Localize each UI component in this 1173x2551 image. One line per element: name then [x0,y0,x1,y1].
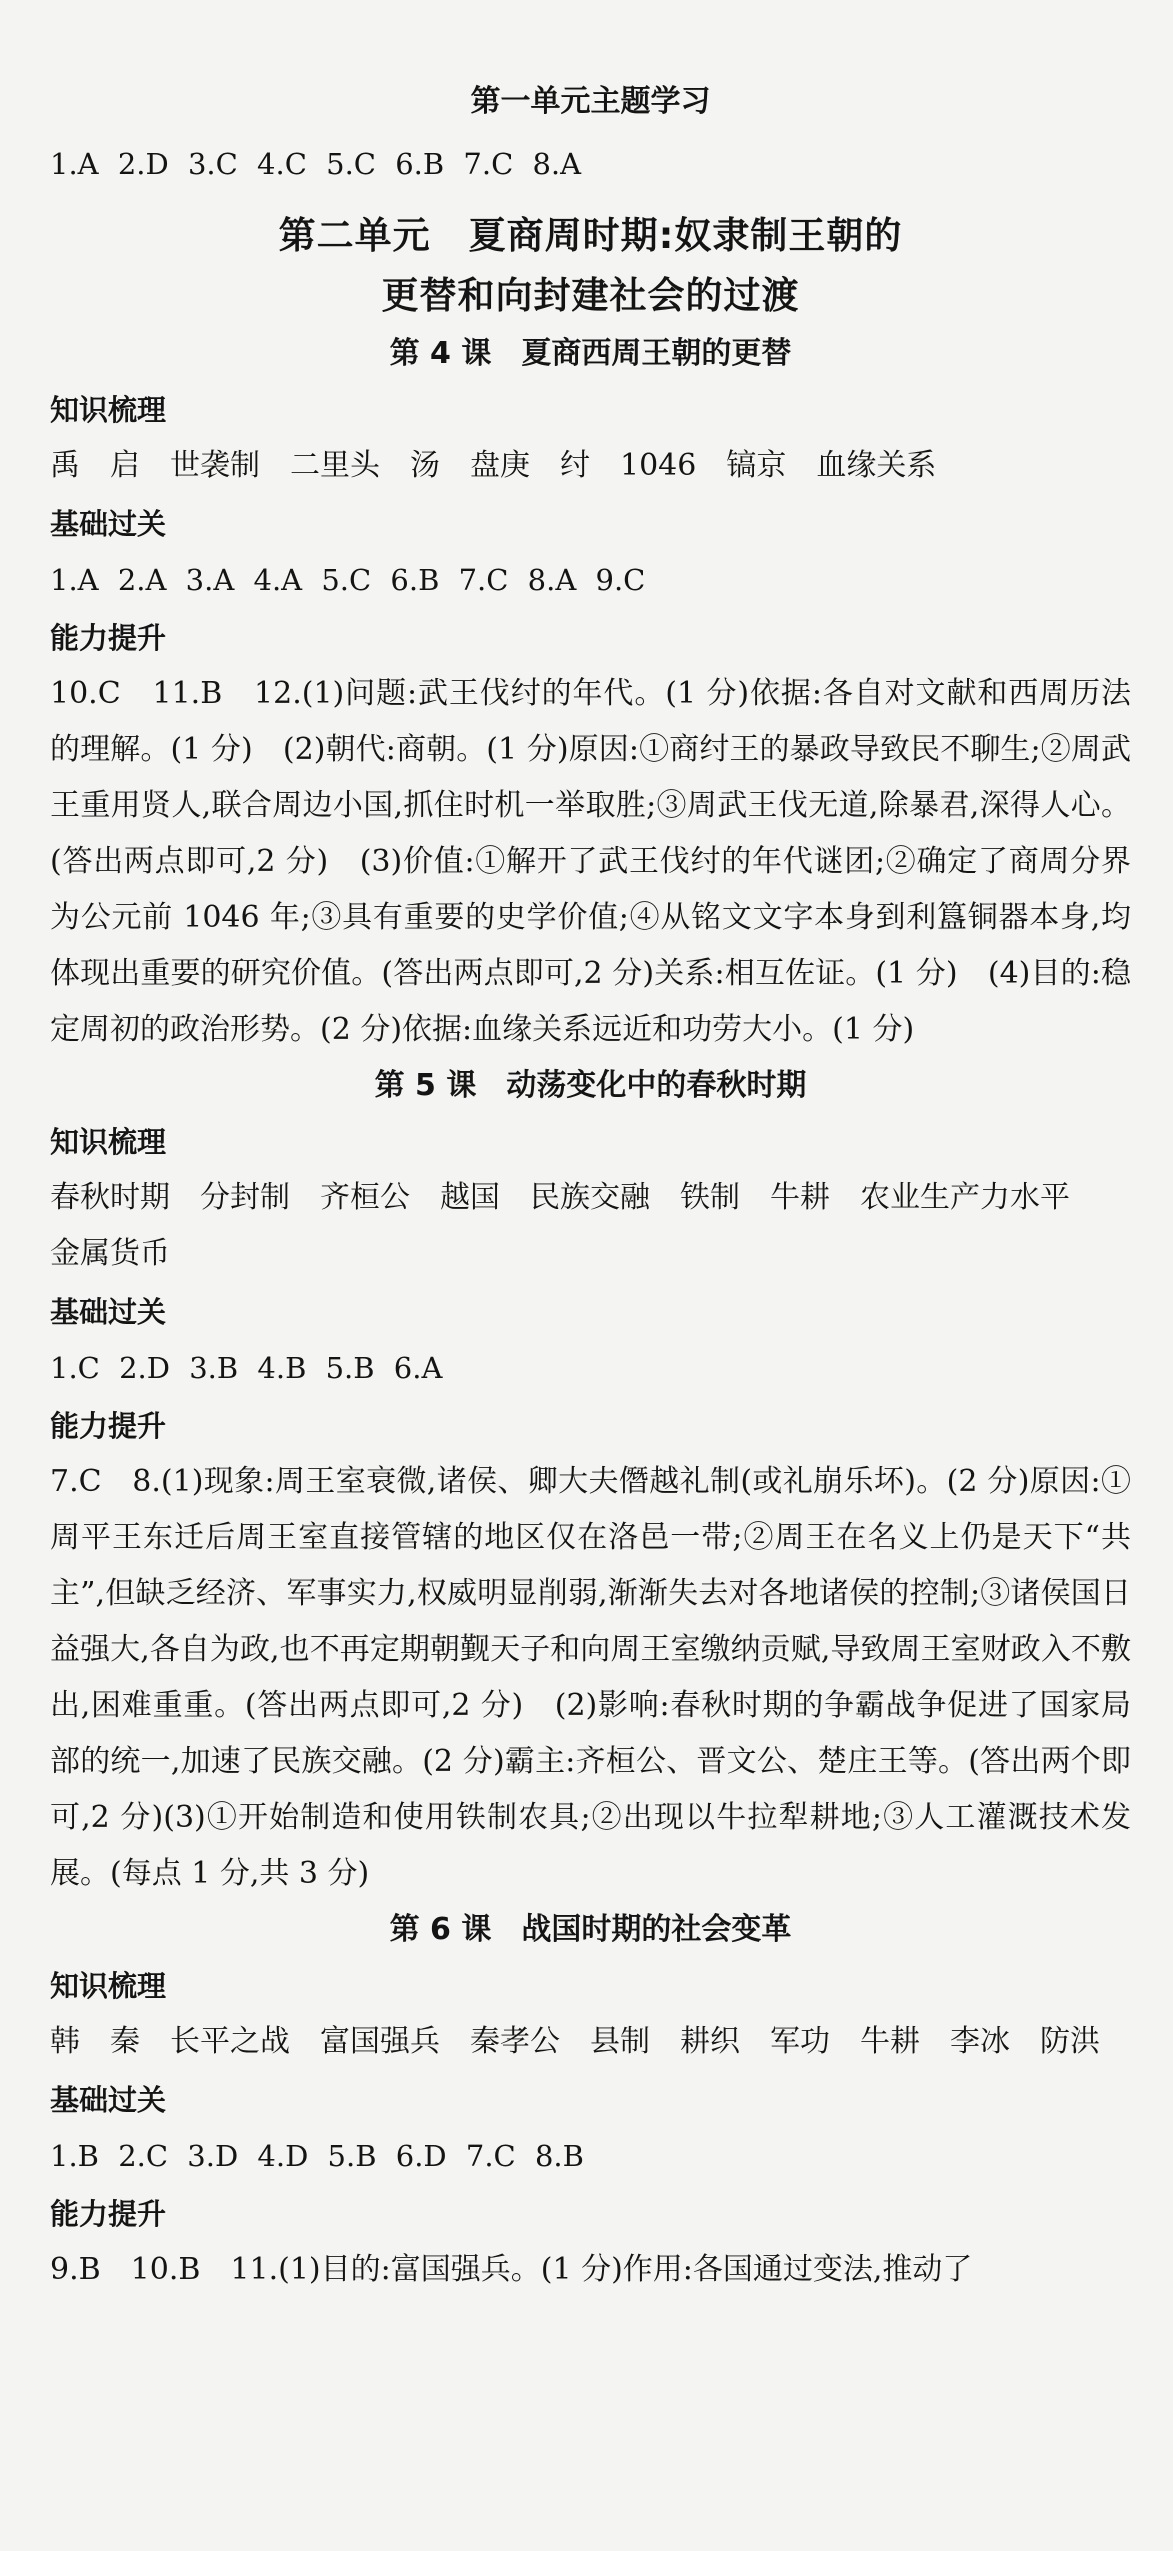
lesson4-basic-answers: 1.A 2.A 3.A 4.A 5.C 6.B 7.C 8.A 9.C [50,563,646,597]
lesson6-ability-heading: 能力提升 [50,2197,167,2231]
lesson5-basic-answers: 1.C 2.D 3.B 4.B 5.B 6.A [50,1351,443,1385]
keyword: 长平之战 [170,2024,290,2059]
lesson6-title: 第 6 课 战国时期的社会变革 [389,1912,792,1947]
unit2-title-line1: 第二单元 夏商周时期:奴隶制王朝的 [278,214,903,257]
lesson4-knowledge-heading: 知识梳理 [50,393,167,427]
keyword: 金属货币 [50,1236,170,1271]
lesson4-ability-text: 10.C 11.B 12.(1)问题:武王伐纣的年代。(1 分)依据:各自对文献和西周历法的理解。(1 分) (2)朝代:商朝。(1 分)原因:①商纣王的暴政导致民不聊生;②周武王重用贤人,联合周边小国,抓住时机一举取胜;③周武王伐无道,除暴君,深得人心。(答出两点即可,2 分) (3)价值:①解开了武王伐纣的年代谜团;②确定了商周分界为公元前 1046 年;③具有重要的史学价值;④从铭文文字本身到利簋铜器本身,均体现出重要的研究价值。(答出两点即可,2 分)关系:相互佐证。(1 分) (4)目的:稳定周初的政治形势。(2 分)依据:血缘关系远近和功劳大小。(1 分) [50,676,1131,1047]
lesson4-basic-heading: 基础过关 [50,507,167,541]
keyword: 禹 [50,448,80,483]
keyword: 越国 [440,1180,500,1215]
keyword: 汤 [410,448,440,483]
keyword: 镐京 [726,448,787,483]
lesson5-ability-text: 7.C 8.(1)现象:周王室衰微,诸侯、卿大夫僭越礼制(或礼崩乐坏)。(2 分)原因:①周平王东迁后周王室直接管辖的地区仅在洛邑一带;②周王在名义上仍是天下“共主”,但缺乏经济、军事实力,权威明显削弱,渐渐失去对各地诸侯的控制;③诸侯国日益强大,各自为政,也不再定期朝觐天子和向周王室缴纳贡赋,导致周王室财政入不敷出,困难重重。(答出两点即可,2 分) (2)影响:春秋时期的争霸战争促进了国家局部的统一,加速了民族交融。(2 分)霸主:齐桓公、晋文公、楚庄王等。(答出两个即可,2 分)(3)①开始制造和使用铁制农具;②出现以牛拉犁耕地;③人工灌溉技术发展。(每点 1 分,共 3 分) [50,1464,1131,1891]
lesson4-keywords [50,438,1131,494]
keyword: 农业生产力水平 [860,1180,1070,1215]
unit1-answers: 1.A 2.D 3.C 4.C 5.C 6.B 7.C 8.A [50,147,582,181]
keyword: 铁制 [680,1180,740,1215]
lesson4-ability-heading: 能力提升 [50,621,167,655]
keyword: 防洪 [1040,2024,1100,2059]
keyword: 秦孝公 [470,2024,560,2059]
keyword: 富国强兵 [320,2024,440,2059]
keyword: 牛耕 [860,2024,920,2059]
keyword: 李冰 [950,2024,1010,2059]
keyword: 纣 [560,448,590,483]
keyword: 秦 [110,2024,140,2059]
keyword: 分封制 [200,1180,290,1215]
lesson6-keywords [50,2014,1131,2070]
lesson4-title: 第 4 课 夏商西周王朝的更替 [389,336,792,371]
lesson5-ability-heading: 能力提升 [50,1409,167,1443]
keyword: 齐桓公 [320,1180,410,1215]
keyword: 军功 [770,2024,830,2059]
lesson6-ability-text: 9.B 10.B 11.(1)目的:富国强兵。(1 分)作用:各国通过变法,推动了 [50,2252,973,2287]
unit1-title: 第一单元主题学习 [470,84,711,119]
lesson5-keywords [50,1170,1131,1282]
lesson6-basic-answers: 1.B 2.C 3.D 4.D 5.B 6.D 7.C 8.B [50,2139,584,2173]
keyword: 1046 [620,448,697,483]
keyword: 世袭制 [170,448,260,483]
keyword: 韩 [50,2024,80,2059]
keyword: 县制 [590,2024,650,2059]
unit2-title-line2: 更替和向封建社会的过渡 [381,274,800,317]
keyword: 启 [110,448,140,483]
lesson5-basic-heading: 基础过关 [50,1295,167,1329]
keyword: 二里头 [290,448,380,483]
keyword: 盘庚 [470,448,530,483]
lesson6-knowledge-heading: 知识梳理 [50,1969,167,2003]
keyword: 耕织 [680,2024,740,2059]
keyword: 春秋时期 [50,1180,170,1215]
lesson6-basic-heading: 基础过关 [50,2083,167,2117]
keyword: 民族交融 [530,1180,650,1215]
keyword: 血缘关系 [816,448,937,483]
lesson5-knowledge-heading: 知识梳理 [50,1125,167,1159]
lesson5-title: 第 5 课 动荡变化中的春秋时期 [374,1068,807,1103]
keyword: 牛耕 [770,1180,830,1215]
